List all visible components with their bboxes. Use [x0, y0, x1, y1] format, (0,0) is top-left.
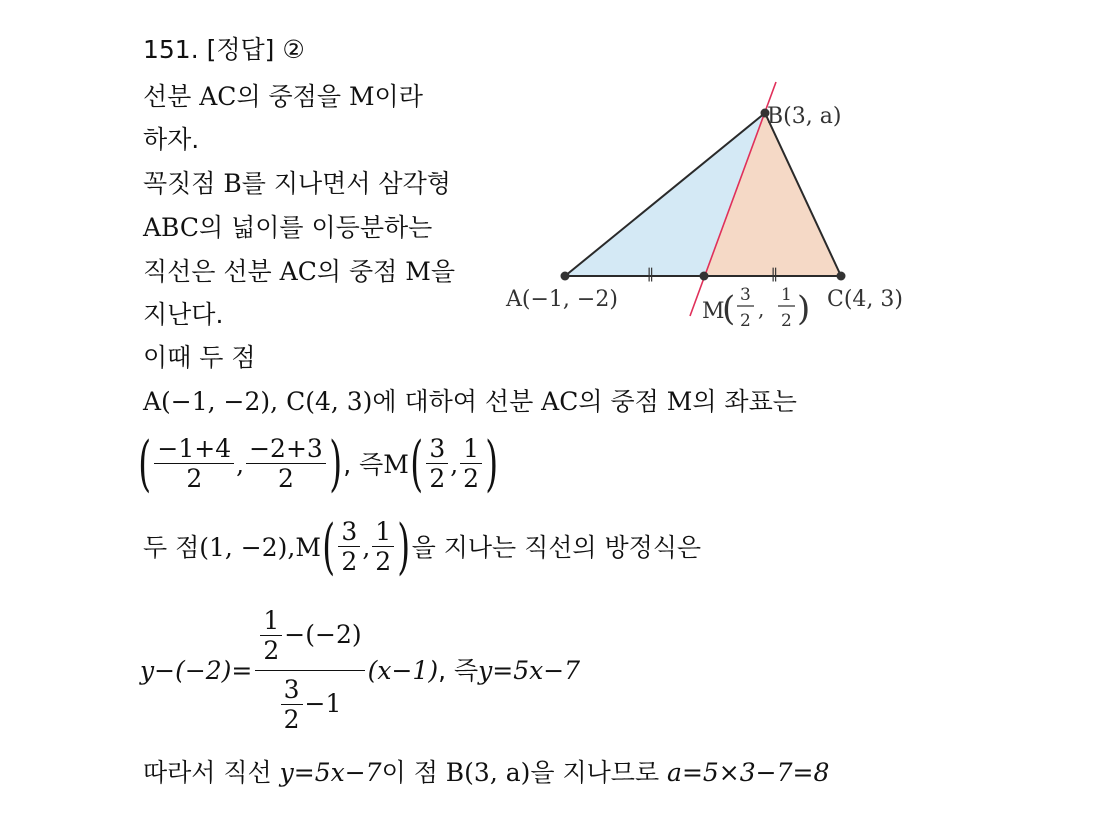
label-m-num2: 1	[781, 285, 792, 305]
label-m: M	[702, 299, 725, 324]
intro-line-6: 지난다.	[143, 300, 224, 329]
label-a: A(−1, −2)	[506, 287, 618, 312]
svg-text:,: ,	[758, 297, 765, 321]
point-c	[837, 272, 846, 281]
triangle-figure	[500, 80, 930, 340]
answer-mark: ②	[282, 35, 305, 64]
label-m-open-paren: (	[722, 289, 736, 329]
intro-line-4: ABC의 넓이를 이등분하는	[143, 213, 433, 242]
tick-mark-right: ∥	[771, 266, 778, 284]
tick-mark-left: ∥	[647, 266, 654, 284]
intro-line-2: 하자.	[143, 125, 200, 154]
label-m-den1: 2	[740, 311, 751, 331]
midpoint-statement: A(−1, −2), C(4, 3)에 대하여 선분 AC의 중점 M의 좌표는	[143, 387, 797, 416]
midpoint-computation: ( $\frac{-1+4}{2}$ , $\frac{-2+3}{2}$ ) , 즉 M ( $\frac{3}{2}$ , $\frac{1}{2}$ )	[138, 429, 499, 499]
label-m-den2: 2	[781, 311, 792, 331]
line-through-points: 두 점 (1, −2) , M ( $\frac{3}{2}$ , $\frac{1}{2}$ ) 을 지나는 직선의 방정식은	[143, 512, 702, 582]
intro-line-1: 선분 AC의 중점을 M이라	[143, 82, 423, 111]
point-m	[700, 272, 709, 281]
label-m-num1: 3	[740, 285, 751, 305]
problem-header	[143, 37, 305, 62]
label-b: B(3, a)	[767, 104, 842, 129]
problem-number: 151.	[143, 35, 199, 64]
final-conclusion: 따라서 직선 y=5x−7이 점 B(3, a)을 지나므로 a=5×3−7=8	[143, 758, 830, 787]
point-a	[561, 272, 570, 281]
slope-equation: y−(−2)= $\frac{1}{2}$ −(−2) $\frac{3}{2}$ −1 (x−1) , 즉 y=5x−7	[140, 605, 581, 735]
intro-line-5: 직선은 선분 AC의 중점 M을	[143, 257, 455, 286]
final-answer: a=5×3−7=8	[667, 758, 830, 787]
label-c: C(4, 3)	[827, 287, 903, 312]
answer-label: [정답]	[206, 35, 275, 64]
label-m-close-paren: )	[797, 289, 811, 329]
intro-line-3: 꼭짓점 B를 지나면서 삼각형	[143, 169, 451, 198]
intro-line-7: 이때 두 점	[143, 343, 256, 372]
